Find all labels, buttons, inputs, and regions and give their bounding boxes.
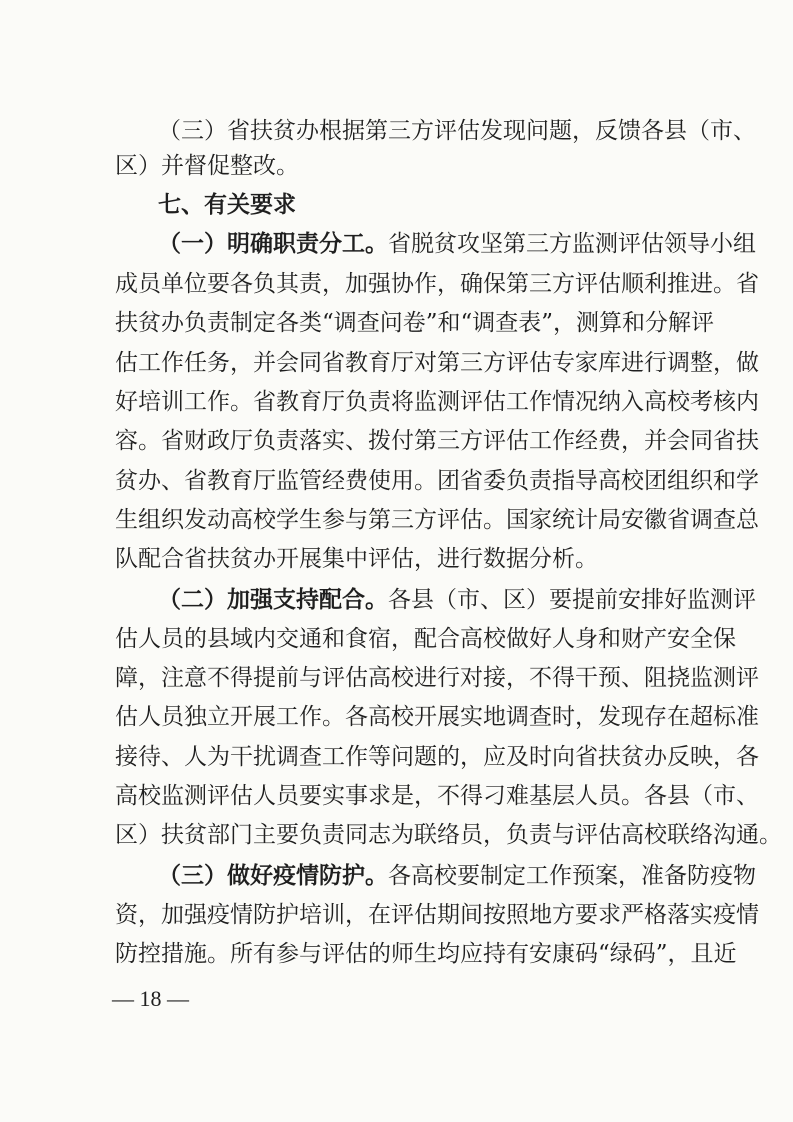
item-title: （三）做好疫情防护。 xyxy=(158,863,388,889)
paragraph-line: 资，加强疫情防护培训，在评估期间按照地方要求严格落实疫情 xyxy=(115,902,759,928)
paragraph-first-line xyxy=(158,582,756,618)
item-text: 各高校要制定工作预案，准备防疫物 xyxy=(388,863,756,889)
paragraph-line: 估人员独立开展工作。各高校开展实地调查时，发现存在超标准 xyxy=(115,704,759,730)
paragraph-line: 区）并督促整改。 xyxy=(115,153,299,179)
paragraph-first-line xyxy=(158,858,756,894)
paragraph-line: 扶贫办负责制定各类“调查问卷”和“调查表”，测算和分解评 xyxy=(115,310,715,336)
item-text: 省脱贫攻坚第三方监测评估领导小组 xyxy=(388,231,756,257)
paragraph-line: 贫办、省教育厅监管经费使用。团省委负责指导高校团组织和学 xyxy=(115,468,759,494)
paragraph-line: 容。省财政厅负责落实、拨付第三方评估工作经费，并会同省扶 xyxy=(115,428,759,454)
paragraph-line: 生组织发动高校学生参与第三方评估。国家统计局安徽省调查总 xyxy=(115,507,759,533)
paragraph-line: 区）扶贫部门主要负责同志为联络员，负责与评估高校联络沟通。 xyxy=(115,822,782,848)
paragraph-line: 估工作任务，并会同省教育厅对第三方评估专家库进行调整，做 xyxy=(115,350,759,376)
page-number: — 18 — xyxy=(112,986,189,1011)
paragraph-line: 估人员的县域内交通和食宿，配合高校做好人身和财产安全保 xyxy=(115,626,736,652)
paragraph-line: （三）省扶贫办根据第三方评估发现问题，反馈各县（市、 xyxy=(158,118,756,144)
item-title: （一）明确职责分工。 xyxy=(158,231,388,257)
paragraph-line: 防控措施。所有参与评估的师生均应持有安康码“绿码”，且近 xyxy=(115,941,737,967)
paragraph-line: 高校监测评估人员要实事求是，不得刁难基层人员。各县（市、 xyxy=(115,783,759,809)
section-heading: 七、有关要求 xyxy=(158,192,296,218)
item-title: （二）加强支持配合。 xyxy=(158,587,388,613)
paragraph-line: 好培训工作。省教育厅负责将监测评估工作情况纳入高校考核内 xyxy=(115,389,759,415)
paragraph-line: 队配合省扶贫办开展集中评估，进行数据分析。 xyxy=(115,546,598,572)
paragraph-first-line xyxy=(158,226,756,262)
item-text: 各县（市、区）要提前安排好监测评 xyxy=(388,587,756,613)
paragraph-line: 接待、人为干扰调查工作等问题的，应及时向省扶贫办反映，各 xyxy=(115,744,759,770)
paragraph-line: 障，注意不得提前与评估高校进行对接，不得干预、阻挠监测评 xyxy=(115,665,759,691)
paragraph-line: 成员单位要各负其责，加强协作，确保第三方评估顺利推进。省 xyxy=(115,271,759,297)
